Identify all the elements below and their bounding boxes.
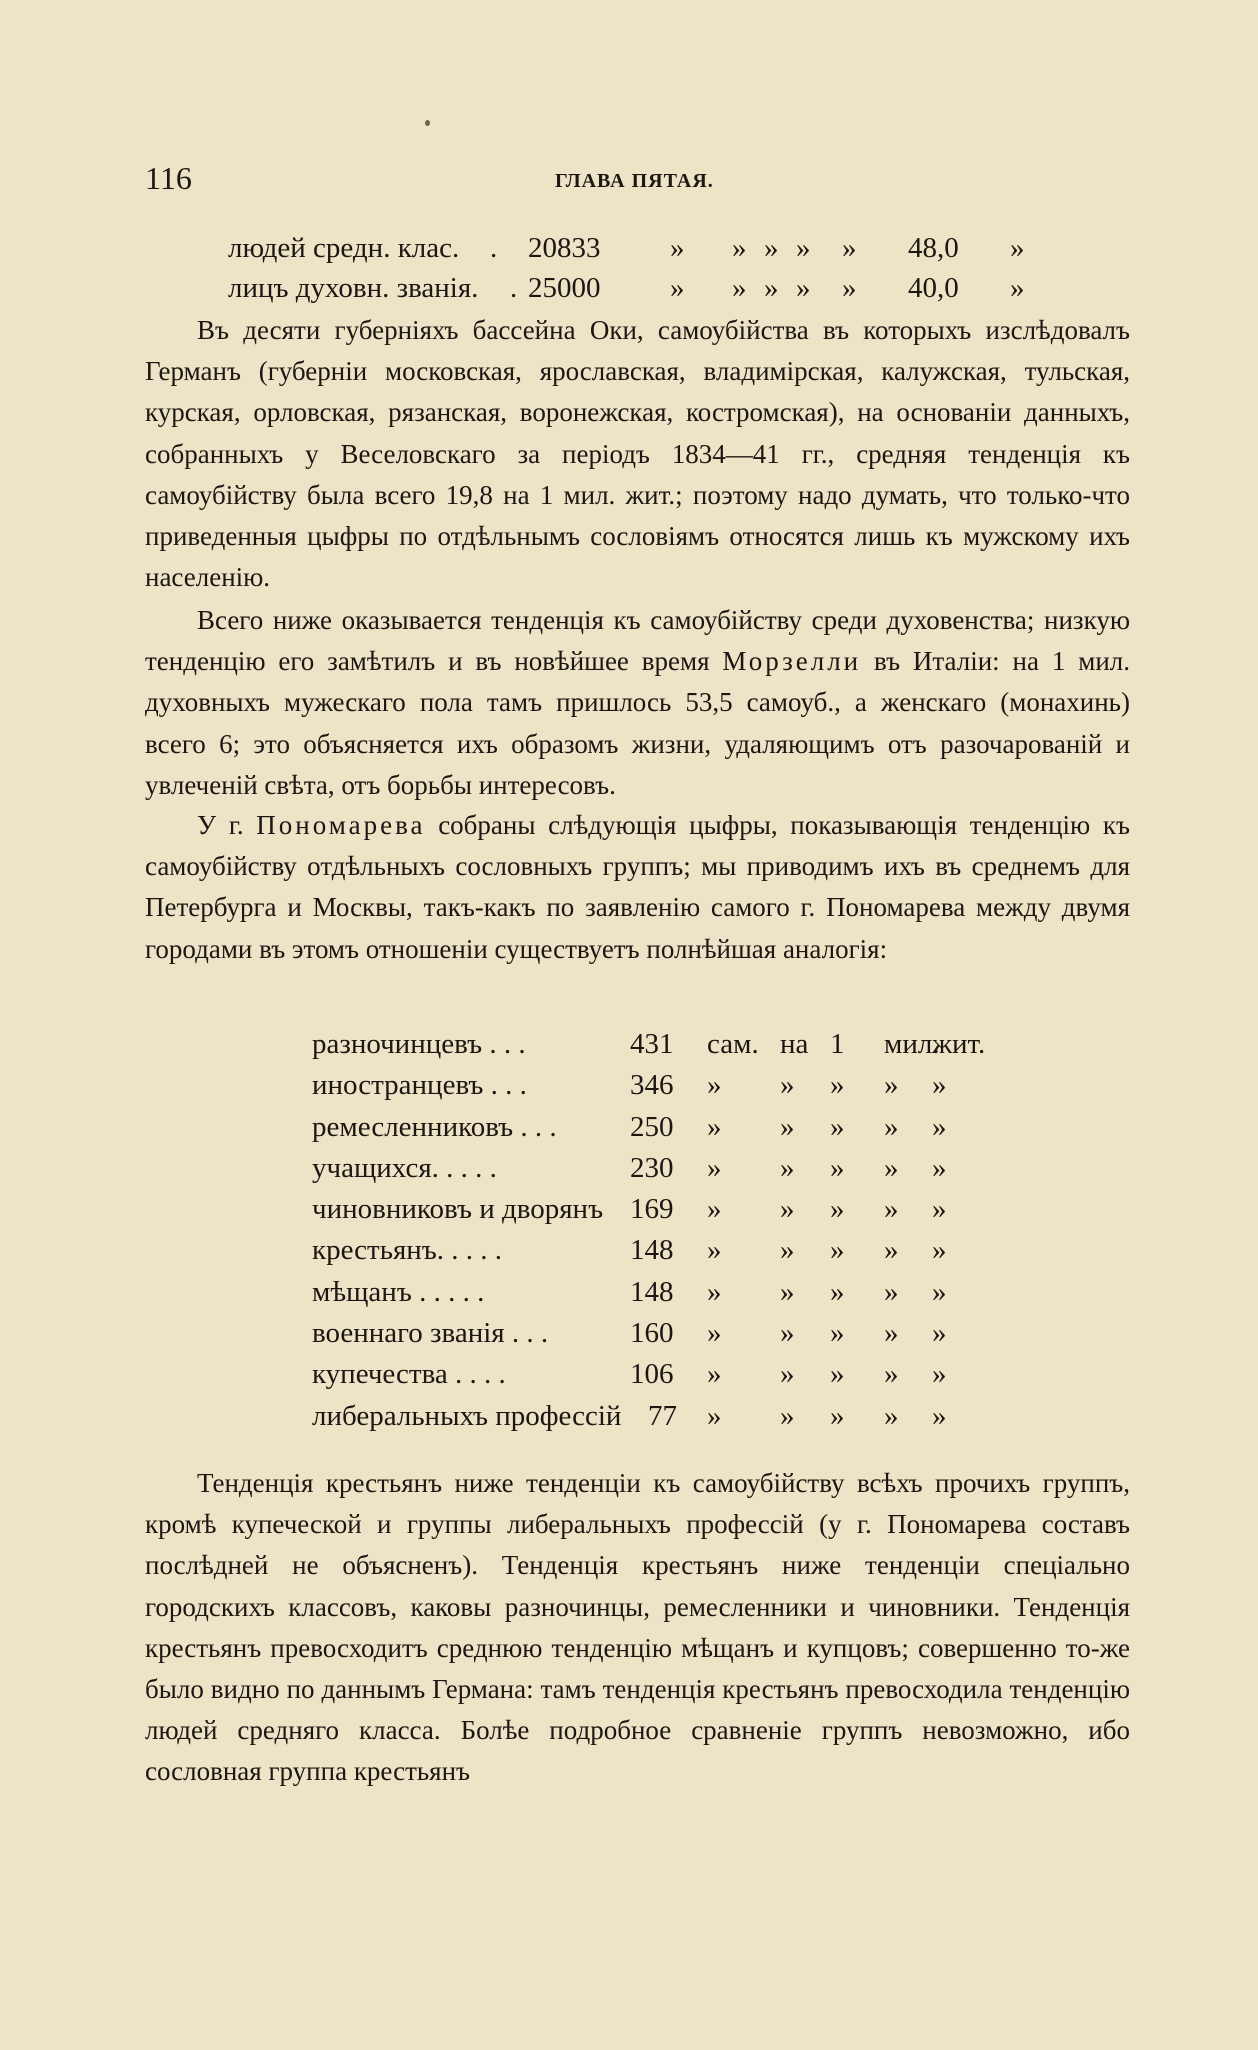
preline-ditto: »: [842, 232, 857, 264]
row-value: 77: [648, 1399, 677, 1432]
row-ditto: »: [780, 1275, 795, 1308]
paragraph-2-end: въ Италіи: на 1 мил. духовныхъ мужескаго пола тамъ пришлось 53,5 самоуб., а женскаго (монахинь) всего 6; это объясняется ихъ образомъ жизни, удаляющимъ отъ разочарованій и увлеченій свѣта, отъ борьбы интересовъ.: [145, 646, 1130, 800]
row-value: 106: [630, 1358, 674, 1391]
row-ditto: »: [780, 1234, 795, 1267]
row-value: 431: [630, 1028, 674, 1060]
paragraph-2-start: Всего ниже оказывается тенденція къ самоубійству среди духовенства; низкую тенденцію его замѣтилъ и въ новѣйшее время: [145, 605, 1130, 677]
row-ditto: »: [884, 1234, 899, 1267]
paragraph-1: Въ десяти губерніяхъ бассейна Оки, самоубійства въ которыхъ изслѣдовалъ Германъ (губерніи московская, ярославская, владимірская, калужская, тульская, курская, орловская, рязанская, воронежская, костромская), на основаніи данныхъ, собранныхъ у Веселовскаго за періодъ 1834—41 гг., средняя тенденція къ самоубійству была всего 19,8 на 1 мил. жит.; поэтому надо думать, что только-что приведенныя цыфры по отдѣльнымъ сословіямъ относятся лишь къ мужскому ихъ населенію.: [145, 315, 1130, 593]
page-number: 116: [145, 160, 192, 196]
row-ditto: »: [707, 1151, 722, 1184]
preline-dot: .: [490, 232, 498, 264]
row-unit: 1: [830, 1028, 845, 1060]
table-row: [312, 1069, 1012, 1110]
row-ditto: »: [932, 1234, 947, 1267]
paragraph-4: Тенденція крестьянъ ниже тенденціи къ самоубійству всѣхъ прочихъ группъ, кромѣ купеческой и группы либеральныхъ профессій (у г. Пономарева составъ послѣдней не объясненъ). Тенденція крестьянъ ниже тенденціи спеціально городскихъ классовъ, каковы разночинцы, ремесленники и чиновники. Тенденція крестьянъ превосходитъ среднюю тенденцію мѣщанъ и купцовъ; совершенно то-же было видно по даннымъ Германа: тамъ тенденція крестьянъ превосходила тенденцію людей средняго класса. Болѣе подробное сравненіе группъ невозможно, ибо сословная группа крестьянъ: [145, 1468, 1130, 1787]
table-row: [312, 1111, 1012, 1152]
row-ditto: »: [830, 1317, 845, 1350]
row-ditto: »: [707, 1110, 722, 1143]
row-ditto: »: [780, 1069, 795, 1102]
row-ditto: »: [830, 1234, 845, 1267]
row-ditto: »: [884, 1193, 899, 1226]
row-ditto: »: [780, 1110, 795, 1143]
suicide-rate-table: [312, 1028, 1012, 1441]
preline-rate: 48,0: [908, 232, 959, 264]
row-label: разночинцевъ . . .: [312, 1028, 526, 1060]
table-row: [312, 1276, 1012, 1317]
preline-ditto: »: [796, 232, 811, 264]
preline-ditto: »: [732, 232, 747, 264]
row-ditto: »: [830, 1069, 845, 1102]
table-row: [312, 1152, 1012, 1193]
row-ditto: »: [932, 1399, 947, 1432]
author-name-ponomarev: Пономарева: [256, 810, 426, 840]
row-ditto: »: [932, 1193, 947, 1226]
author-name-morselli: Морзелли: [722, 646, 862, 677]
preline-ditto: »: [796, 272, 811, 304]
row-value: 230: [630, 1151, 674, 1184]
preline-ditto: »: [1010, 232, 1025, 264]
table-row: [312, 1028, 1012, 1069]
row-unit: мил.: [884, 1028, 940, 1060]
row-ditto: »: [780, 1399, 795, 1432]
table-row: [312, 1234, 1012, 1275]
running-title: ГЛАВА ПЯТАЯ.: [555, 170, 714, 192]
row-label: ремесленниковъ . . .: [312, 1110, 557, 1143]
row-label: учащихся. . . . .: [312, 1151, 497, 1184]
row-unit: на: [780, 1028, 809, 1060]
preline-rate: 40,0: [908, 272, 959, 304]
row-unit: сам.: [707, 1028, 759, 1060]
row-ditto: »: [884, 1110, 899, 1143]
preline-ditto: »: [1010, 272, 1025, 304]
row-ditto: »: [830, 1110, 845, 1143]
row-ditto: »: [780, 1151, 795, 1184]
preline-ditto: »: [842, 272, 857, 304]
row-ditto: »: [932, 1275, 947, 1308]
row-ditto: »: [884, 1151, 899, 1184]
row-ditto: »: [707, 1275, 722, 1308]
row-ditto: »: [884, 1358, 899, 1391]
row-ditto: »: [830, 1399, 845, 1432]
row-value: 160: [630, 1317, 674, 1350]
row-ditto: »: [932, 1151, 947, 1184]
row-value: 250: [630, 1110, 674, 1143]
row-ditto: »: [707, 1069, 722, 1102]
row-ditto: »: [780, 1317, 795, 1350]
row-ditto: »: [707, 1317, 722, 1350]
row-ditto: »: [707, 1234, 722, 1267]
row-ditto: »: [830, 1358, 845, 1391]
paragraph-3-start: У г.: [197, 810, 244, 840]
preline-ditto: »: [670, 232, 685, 264]
row-ditto: »: [932, 1317, 947, 1350]
row-label: мѣщанъ . . . . .: [312, 1275, 485, 1308]
paragraph-3-end: собраны слѣдующія цыфры, показывающія тенденцію къ самоубійству отдѣльныхъ сословныхъ группъ; мы приводимъ ихъ въ среднемъ для Петербурга и Москвы, такъ-какъ по заявленію самого г. Пономарева между двумя городами въ этомъ отношеніи существуетъ полнѣйшая аналогія:: [145, 810, 1130, 964]
table-row: [312, 1400, 1012, 1441]
row-ditto: »: [780, 1193, 795, 1226]
row-ditto: »: [884, 1317, 899, 1350]
ink-dot: [425, 120, 430, 126]
preline-ditto: »: [732, 272, 747, 304]
row-ditto: »: [707, 1358, 722, 1391]
row-unit: жит.: [932, 1028, 986, 1060]
preline-label: лицъ духовн. званія.: [228, 272, 479, 304]
row-value: 148: [630, 1234, 674, 1267]
row-ditto: »: [884, 1399, 899, 1432]
row-label: либеральныхъ профессій: [312, 1399, 622, 1432]
preline-dot: .: [510, 272, 518, 304]
row-ditto: »: [707, 1193, 722, 1226]
row-ditto: »: [830, 1275, 845, 1308]
row-label: чиновниковъ и дворянъ: [312, 1193, 604, 1226]
preline-ditto: »: [764, 272, 779, 304]
table-row: [312, 1193, 1012, 1234]
row-label: крестьянъ. . . . .: [312, 1234, 503, 1267]
row-label: купечества . . . .: [312, 1358, 506, 1391]
preline-ditto: »: [764, 232, 779, 264]
row-value: 148: [630, 1275, 674, 1308]
table-row: [312, 1317, 1012, 1358]
preline-ditto: »: [670, 272, 685, 304]
row-ditto: »: [932, 1069, 947, 1102]
row-label: военнаго званія . . .: [312, 1317, 549, 1350]
paragraph-3: [145, 805, 1130, 970]
preline-value: 25000: [528, 272, 601, 304]
row-ditto: »: [884, 1069, 899, 1102]
paragraph-2: [145, 600, 1130, 806]
row-value: 346: [630, 1069, 674, 1102]
table-row: [312, 1358, 1012, 1399]
row-ditto: »: [707, 1399, 722, 1432]
preline-value: 20833: [528, 232, 601, 264]
row-label: иностранцевъ . . .: [312, 1069, 527, 1102]
row-ditto: »: [932, 1110, 947, 1143]
row-ditto: »: [932, 1358, 947, 1391]
row-ditto: »: [884, 1275, 899, 1308]
row-value: 169: [630, 1193, 674, 1226]
preline-label: людей средн. клас.: [228, 232, 460, 264]
row-ditto: »: [830, 1151, 845, 1184]
row-ditto: »: [780, 1358, 795, 1391]
row-ditto: »: [830, 1193, 845, 1226]
page-header: [145, 160, 1130, 200]
